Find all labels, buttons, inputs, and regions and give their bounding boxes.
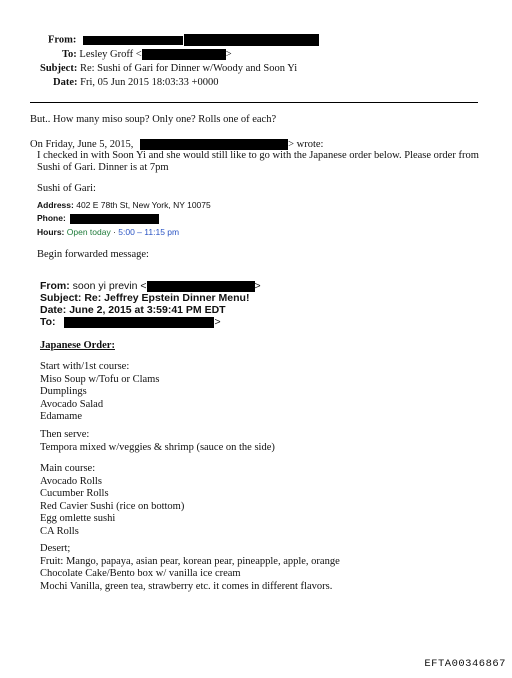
order-line: Main course: <box>40 463 96 474</box>
fwd-from-redaction <box>147 281 255 292</box>
fwd-from-row <box>40 280 261 292</box>
quote-on-prefix: On Friday, June 5, 2015, <box>30 139 134 150</box>
quoted-line-1: I checked in with Soon Yi and she would still like to go with the Japanese order below. Please order from <box>37 150 479 161</box>
quote-sender-redaction <box>140 139 288 150</box>
order-dessert <box>40 543 340 593</box>
order-line: Fruit: Mango, papaya, asian pear, korean pear, pineapple, apple, orange <box>40 555 340 567</box>
subject-row <box>40 63 297 74</box>
order-line: Miso Soup w/Tofu or Clams <box>40 373 160 385</box>
to-redaction <box>142 49 226 60</box>
hours-open: Open today <box>66 227 111 237</box>
fwd-to-close: > <box>214 316 221 328</box>
header-divider <box>30 102 478 103</box>
restaurant-hours <box>37 227 179 237</box>
order-line: Cucumber Rolls <box>40 488 109 499</box>
fwd-subject-row <box>40 292 249 304</box>
from-redaction-scribble <box>83 36 183 45</box>
from-row <box>48 34 319 46</box>
fwd-from-close: > <box>254 280 261 292</box>
quote-wrote: > wrote: <box>288 139 324 150</box>
quoted-line-2: Sushi of Gari. Dinner is at 7pm <box>37 162 169 173</box>
fwd-to-row <box>40 316 221 328</box>
restaurant-name: Sushi of Gari: <box>37 183 96 194</box>
order-title: Japanese Order: <box>40 340 115 351</box>
fwd-from-value: soon yi previn < <box>72 280 147 292</box>
subject-label: Subject: <box>40 63 78 74</box>
to-row <box>62 49 232 60</box>
fwd-subject-label: Subject: <box>40 292 82 304</box>
from-label: From: <box>48 34 77 46</box>
date-row <box>53 77 218 88</box>
order-line: CA Rolls <box>40 525 79 537</box>
order-line: Egg omlette sushi <box>40 513 116 524</box>
address-label: Address: <box>37 200 74 210</box>
to-value: Lesley Groff < <box>79 49 142 60</box>
order-starters <box>40 361 159 424</box>
order-line: Start with/1st course: <box>40 361 130 372</box>
fwd-date-row <box>40 304 226 316</box>
date-value: Fri, 05 Jun 2015 18:03:33 +0000 <box>80 77 219 88</box>
from-redaction <box>184 34 319 46</box>
fwd-date-value: June 2, 2015 at 3:59:41 PM EDT <box>69 304 226 316</box>
phone-label: Phone: <box>37 213 66 223</box>
fwd-subject-value: Re: Jeffrey Epstein Dinner Menu! <box>84 292 250 304</box>
order-serve <box>40 429 275 454</box>
order-line: Desert; <box>40 543 71 554</box>
order-line: Chocolate Cake/Bento box w/ vanilla ice cream <box>40 568 241 579</box>
to-close: > <box>225 49 232 60</box>
order-line: Then serve: <box>40 429 90 440</box>
fwd-to-label: To: <box>40 316 56 328</box>
order-main <box>40 463 184 538</box>
address-value: 402 E 78th St, New York, NY 10075 <box>76 200 211 210</box>
reply-line: But.. How many miso soup? Only one? Rolls one of each? <box>30 114 277 125</box>
hours-label: Hours: <box>37 227 65 237</box>
order-line: Avocado Rolls <box>40 475 102 487</box>
restaurant-phone <box>37 213 159 224</box>
fwd-to-redaction <box>64 317 214 328</box>
order-line: Dumplings <box>40 386 87 397</box>
to-label: To: <box>62 49 77 60</box>
fwd-from-label: From: <box>40 280 70 292</box>
order-line: Edamame <box>40 411 82 422</box>
subject-value: Re: Sushi of Gari for Dinner w/Woody and Soon Yi <box>79 63 298 74</box>
restaurant-address <box>37 200 211 210</box>
fwd-date-label: Date: <box>40 304 67 316</box>
order-line: Red Cavier Sushi (rice on bottom) <box>40 500 185 512</box>
order-line: Mochi Vanilla, green tea, strawberry etc. it comes in different flavors. <box>40 580 333 592</box>
hours-separator: · <box>110 227 119 237</box>
hours-time[interactable]: 5:00 – 11:15 pm <box>118 227 180 237</box>
date-label: Date: <box>53 77 78 88</box>
document-id: EFTA00346867 <box>424 658 506 670</box>
order-line: Avocado Salad <box>40 398 104 410</box>
begin-forwarded: Begin forwarded message: <box>37 249 149 260</box>
order-line: Tempora mixed w/veggies & shrimp (sauce on the side) <box>40 441 275 453</box>
phone-redaction <box>70 214 159 224</box>
